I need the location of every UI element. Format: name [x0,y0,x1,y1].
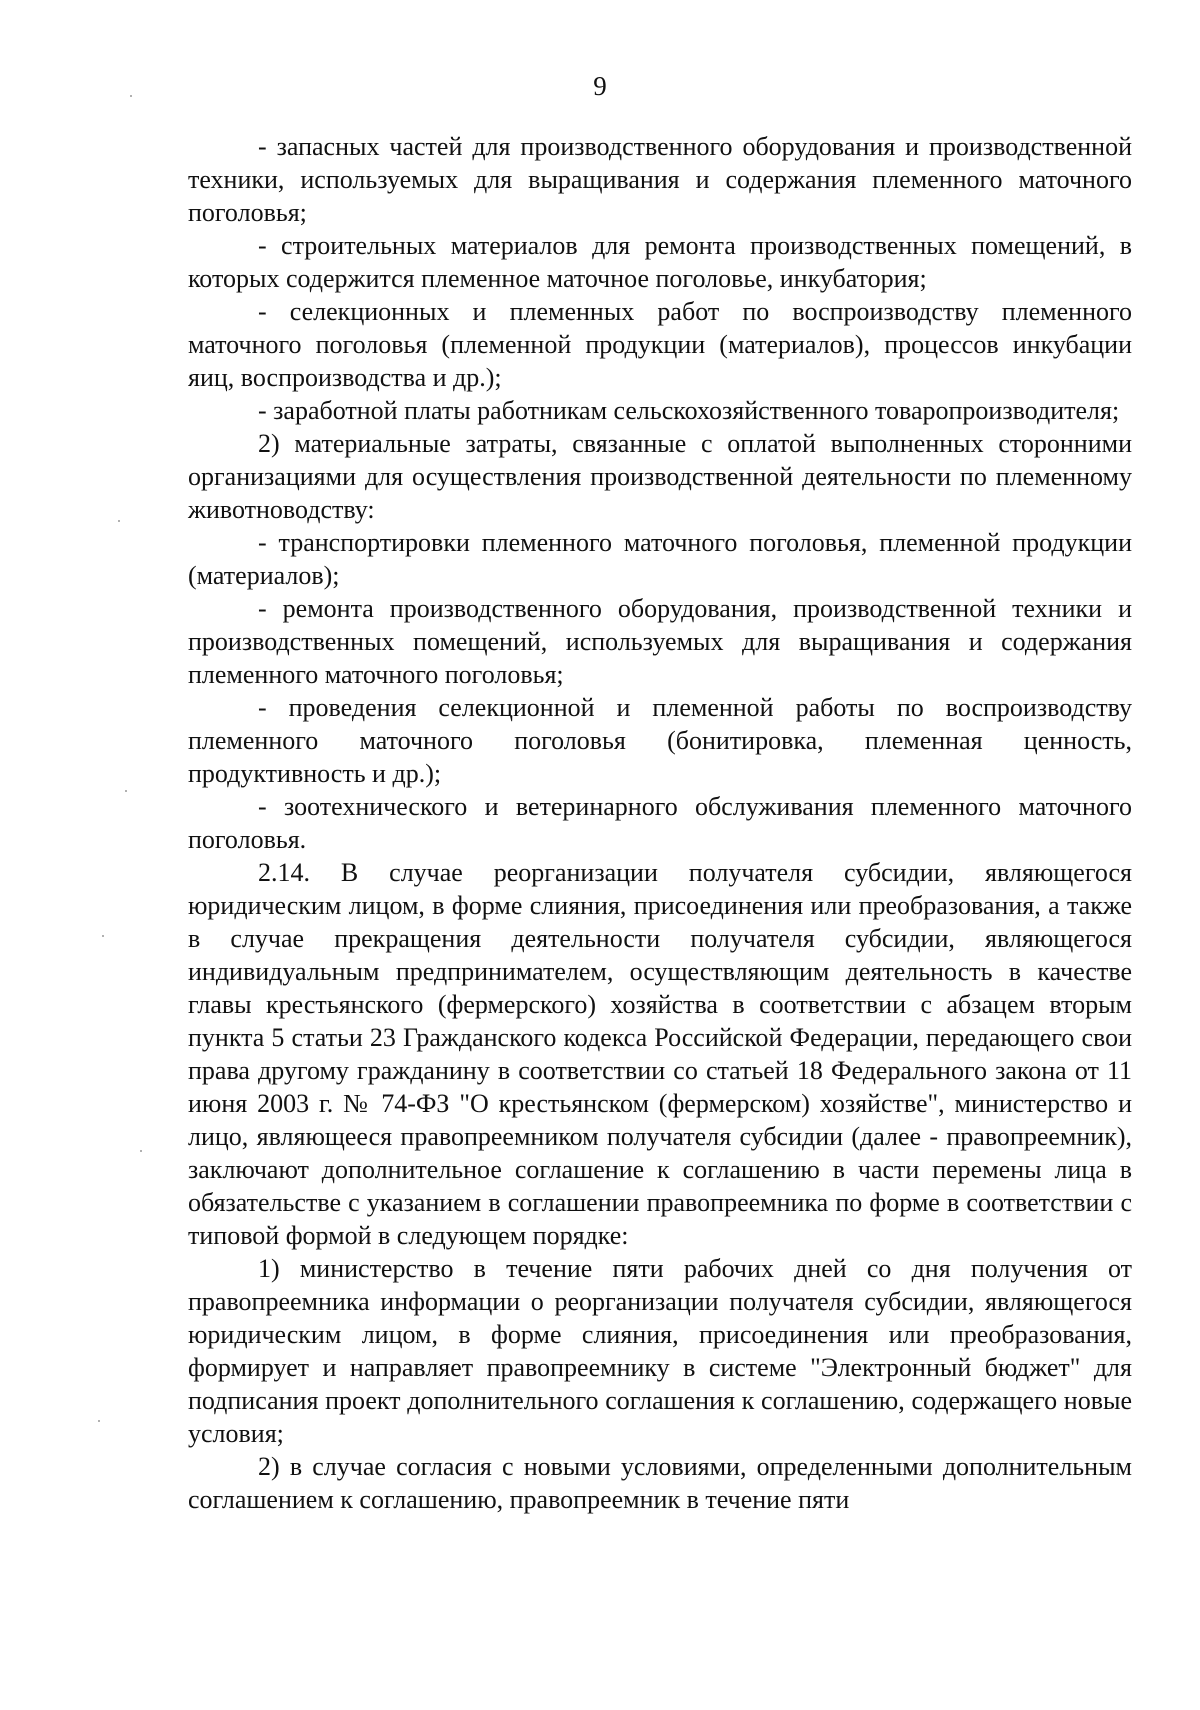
scan-speck [125,790,127,792]
scan-speck [140,1150,142,1152]
paragraph-selection-work: - проведения селекционной и племенной работы по воспроизводству племенного маточного поголовья (бонитировка, племенная ценность, продуктивность и др.); [188,693,1132,788]
paragraph-ministry-procedure: 1) министерство в течение пяти рабочих дней со дня получения от правопреемника информации о реорганизации получателя субсидии, являющегося юридическим лицом, в форме слияния, присоединения или преобразования, формирует и направляет правопреемнику в системе "Электронный бюджет" для подписания проект дополнительного соглашения к соглашению, содержащего новые условия; [188,1254,1132,1448]
paragraph-wages: - заработной платы работникам сельскохозяйственного товаропроизводителя; [258,396,1120,425]
paragraph-repair: - ремонта производственного оборудования, производственной техники и производственных помещений, используемых для выращивания и содержания племенного маточного поголовья; [188,594,1132,689]
paragraph-successor-consent: 2) в случае согласия с новыми условиями, определенными дополнительным соглашением к соглашению, правопреемник в течение пяти [188,1452,1132,1514]
paragraph-material-costs: 2) материальные затраты, связанные с оплатой выполненных сторонними организациями для осуществления производственной деятельности по племенному животноводству: [188,429,1132,524]
paragraph-spare-parts: - запасных частей для производственного оборудования и производственной техники, используемых для выращивания и содержания племенного маточного поголовья; [188,132,1132,227]
page-number: 9 [593,71,607,101]
paragraph-reorganization: 2.14. В случае реорганизации получателя субсидии, являющегося юридическим лицом, в форме слияния, присоединения или преобразования, а также в случае прекращения деятельности получателя субсидии, являющегося индивидуальным предпринимателем, осуществляющим деятельность в качестве главы крестьянского (фермерского) хозяйства в соответствии с абзацем вторым пункта 5 статьи 23 Гражданского кодекса Российской Федерации, передающего свои права другому гражданину в соответствии со статьей 18 Федерального закона от 11 июня 2003 г. № 74-ФЗ "О крестьянском (фермерском) хозяйстве", министерство и лицо, являющееся правопреемником получателя субсидии (далее - правопреемник), заключают дополнительное соглашение к соглашению в части перемены лица в обязательстве с указанием в соглашении правопреемника по форме в соответствии с типовой формой в следующем порядке: [188,858,1132,1250]
scan-speck [102,935,104,937]
scan-speck [130,95,132,97]
document-body [188,130,1132,1516]
scan-speck [118,520,120,522]
paragraph-selection-works: - селекционных и племенных работ по воспроизводству племенного маточного поголовья (племенной продукции (материалов), процессов инкубации яиц, воспроизводства и др.); [188,297,1132,392]
paragraph-veterinary-service: - зоотехнического и ветеринарного обслуживания племенного маточного поголовья. [188,792,1132,854]
paragraph-transportation: - транспортировки племенного маточного поголовья, племенной продукции (материалов); [188,528,1132,590]
paragraph-building-materials: - строительных материалов для ремонта производственных помещений, в которых содержится племенное маточное поголовье, инкубатория; [188,231,1132,293]
scan-speck [98,1420,100,1422]
